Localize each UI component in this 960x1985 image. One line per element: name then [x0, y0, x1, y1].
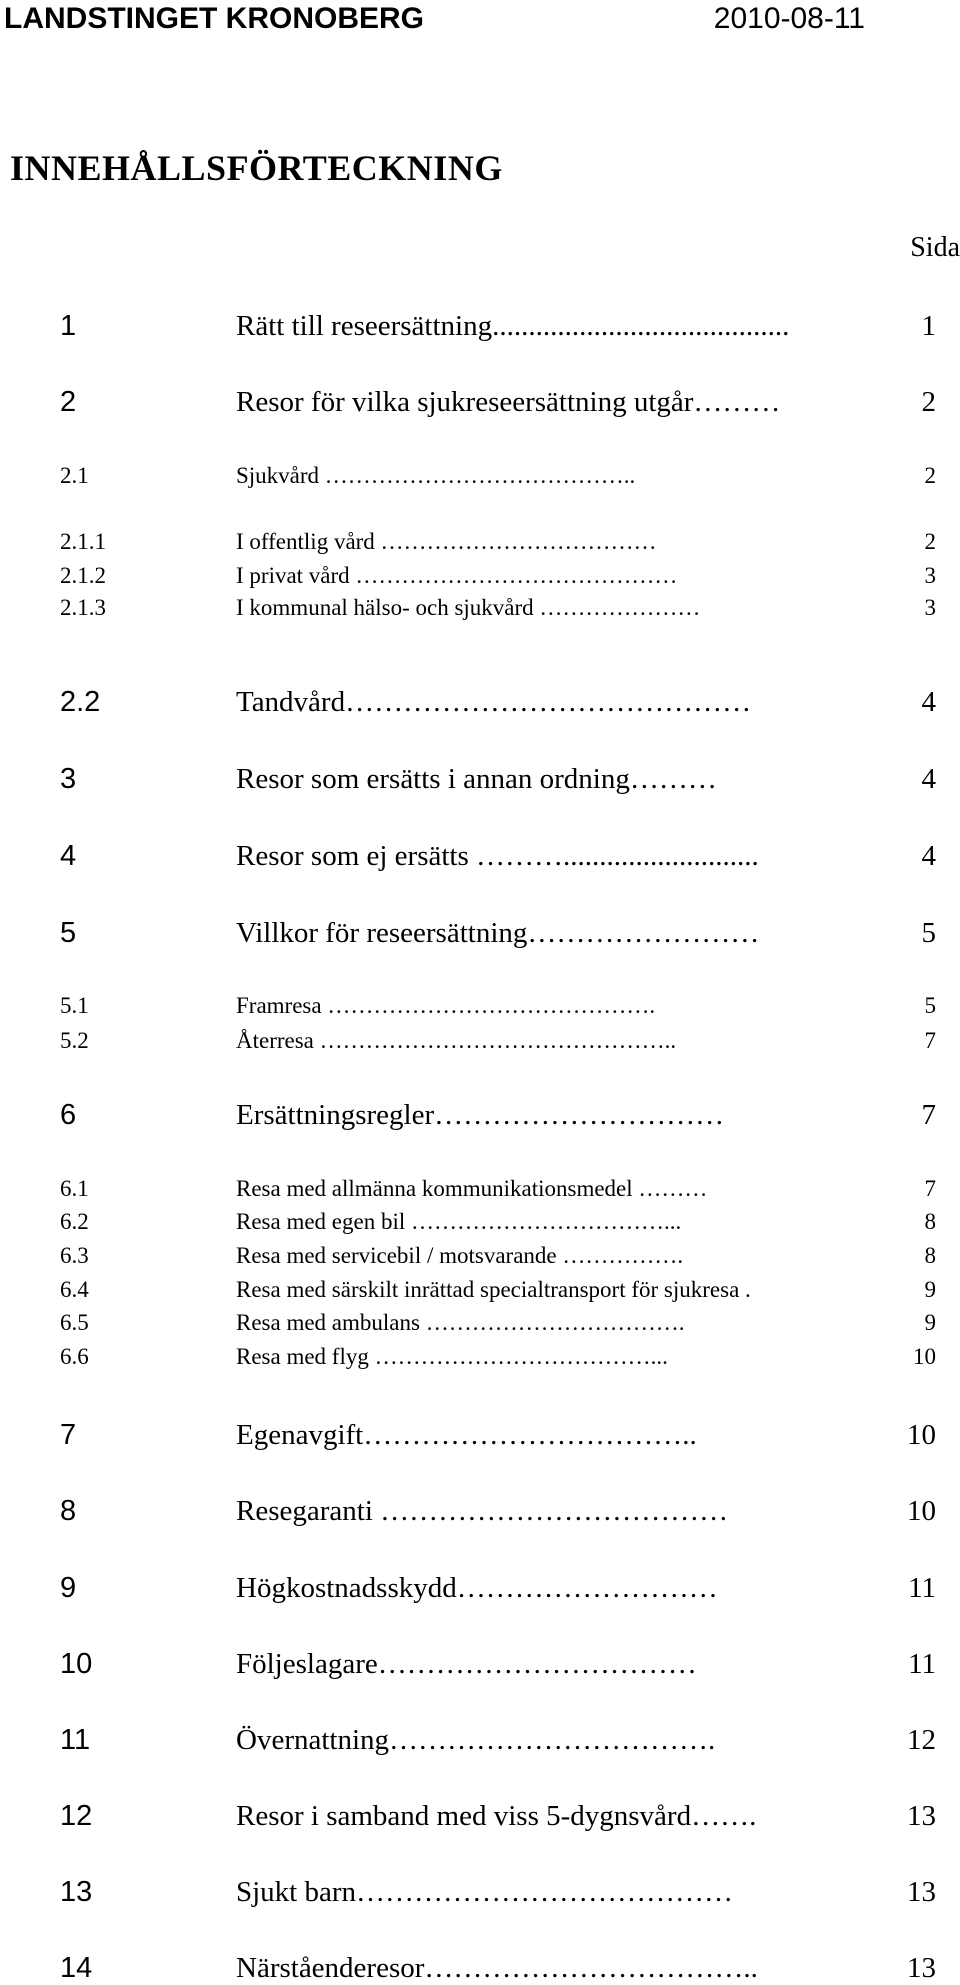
toc-entry-page: 4 — [921, 840, 936, 872]
toc-entry-label: Resa med servicebil / motsvarande ……………. — [236, 1243, 684, 1268]
toc-entry-label: Ersättningsregler………………………… — [236, 1099, 725, 1131]
toc-entry-number: 2.2 — [60, 686, 101, 718]
toc-entry-number: 6.4 — [60, 1277, 89, 1302]
toc-entry-page: 4 — [921, 686, 936, 718]
toc-entry-number: 7 — [60, 1419, 77, 1451]
toc-entry-number: 2.1.1 — [60, 529, 106, 554]
toc-entry-number: 2.1.3 — [60, 595, 106, 620]
toc-entry-number: 2.1.2 — [60, 563, 106, 588]
page-column-header: Sida — [910, 232, 960, 263]
toc-entry-label: Villkor för reseersättning…………………… — [236, 917, 760, 949]
toc-entry-label: I kommunal hälso- och sjukvård ………………… — [236, 595, 701, 620]
toc-entry-page: 7 — [924, 1176, 936, 1201]
toc-entry-page: 5 — [924, 993, 936, 1018]
toc-entry-page: 7 — [924, 1028, 936, 1053]
toc-entry-number: 4 — [60, 840, 77, 872]
toc-entry-page: 10 — [907, 1419, 936, 1451]
toc-entry-number: 11 — [60, 1724, 91, 1756]
toc-entry-label: Följeslagare…………………………… — [236, 1648, 697, 1680]
toc-entry-page: 2 — [924, 529, 936, 554]
toc-entry-number: 13 — [60, 1876, 93, 1908]
toc-entry-label: Närståenderesor…………………………….. — [236, 1952, 758, 1984]
toc-entry-label: Resor som ersätts i annan ordning……… — [236, 763, 717, 795]
toc-entry-page: 11 — [908, 1572, 936, 1604]
toc-entry-page: 10 — [907, 1495, 936, 1527]
toc-entry-page: 13 — [907, 1952, 936, 1984]
toc-entry-number: 6 — [60, 1099, 77, 1131]
toc-entry-number: 6.2 — [60, 1209, 89, 1234]
toc-entry-label: Resa med allmänna kommunikationsmedel ……… — [236, 1176, 708, 1201]
toc-entry-page: 8 — [924, 1209, 936, 1234]
toc-entry-label: Resor för vilka sjukreseersättning utgår……… — [236, 386, 781, 418]
toc-entry-page: 5 — [921, 917, 936, 949]
toc-entry-page: 11 — [908, 1648, 936, 1680]
toc-entry-number: 8 — [60, 1495, 77, 1527]
toc-entry-number: 5.2 — [60, 1028, 89, 1053]
toc-entry-label: Resa med egen bil ……………………………... — [236, 1209, 682, 1234]
toc-entry-number: 12 — [60, 1800, 93, 1832]
toc-entry-page: 3 — [924, 563, 936, 588]
toc-entry-page: 13 — [907, 1876, 936, 1908]
toc-entry-label: Egenavgift…………………………….. — [236, 1419, 697, 1451]
toc-entry-page: 4 — [921, 763, 936, 795]
toc-entry-number: 9 — [60, 1572, 77, 1604]
toc-entry-number: 2.1 — [60, 463, 89, 488]
toc-entry-page: 1 — [921, 310, 936, 342]
toc-entry-page: 8 — [924, 1243, 936, 1268]
toc-entry-page: 2 — [924, 463, 936, 488]
toc-entry-page: 2 — [921, 386, 936, 418]
toc-entry-number: 10 — [60, 1648, 93, 1680]
toc-entry-number: 1 — [60, 310, 77, 342]
toc-entry-label: Tandvård…………………………………… — [236, 686, 752, 718]
toc-entry-label: Sjukt barn………………………………… — [236, 1876, 734, 1908]
toc-entry-label: Resor i samband med viss 5-dygnsvård……. — [236, 1800, 757, 1832]
toc-entry-label: Högkostnadsskydd……………………… — [236, 1572, 718, 1604]
toc-entry-label: I privat vård …………………………………… — [236, 563, 678, 588]
toc-entry-label: Resegaranti ……………………………… — [236, 1495, 729, 1527]
document-date: 2010-08-11 — [713, 2, 865, 35]
toc-entry-label: Resa med särskilt inrättad specialtransport för sjukresa . — [236, 1277, 751, 1302]
toc-entry-label: Rätt till reseersättning......................................... — [236, 310, 790, 342]
toc-entry-number: 5.1 — [60, 993, 89, 1018]
toc-entry-number: 6.6 — [60, 1344, 89, 1369]
toc-entry-number: 6.3 — [60, 1243, 89, 1268]
toc-entry-page: 12 — [907, 1724, 936, 1756]
toc-entry-number: 14 — [60, 1952, 93, 1984]
page-title: INNEHÅLLSFÖRTECKNING — [10, 148, 503, 188]
toc-entry-page: 9 — [924, 1277, 936, 1302]
toc-entry-label: Framresa ……………………………………. — [236, 993, 656, 1018]
toc-entry-number: 3 — [60, 763, 77, 795]
toc-entry-page: 3 — [924, 595, 936, 620]
toc-entry-page: 9 — [924, 1310, 936, 1335]
toc-entry-label: Återresa ……………………………………….. — [236, 1028, 677, 1053]
toc-entry-number: 6.1 — [60, 1176, 89, 1201]
toc-entry-number: 2 — [60, 386, 77, 418]
toc-entry-label: Resa med ambulans ……………………………. — [236, 1310, 685, 1335]
toc-entry-label: Övernattning……………………………. — [236, 1724, 716, 1756]
toc-entry-label: I offentlig vård ……………………………… — [236, 529, 657, 554]
toc-entry-number: 5 — [60, 917, 77, 949]
organization-name: LANDSTINGET KRONOBERG — [4, 2, 424, 35]
toc-entry-label: Resor som ej ersätts ………........................... — [236, 840, 759, 872]
toc-entry-page: 10 — [913, 1344, 936, 1369]
toc-entry-page: 7 — [921, 1099, 936, 1131]
toc-entry-page: 13 — [907, 1800, 936, 1832]
toc-entry-label: Sjukvård ………………………………….. — [236, 463, 636, 488]
toc-entry-label: Resa med flyg ………………………………... — [236, 1344, 668, 1369]
toc-entry-number: 6.5 — [60, 1310, 89, 1335]
